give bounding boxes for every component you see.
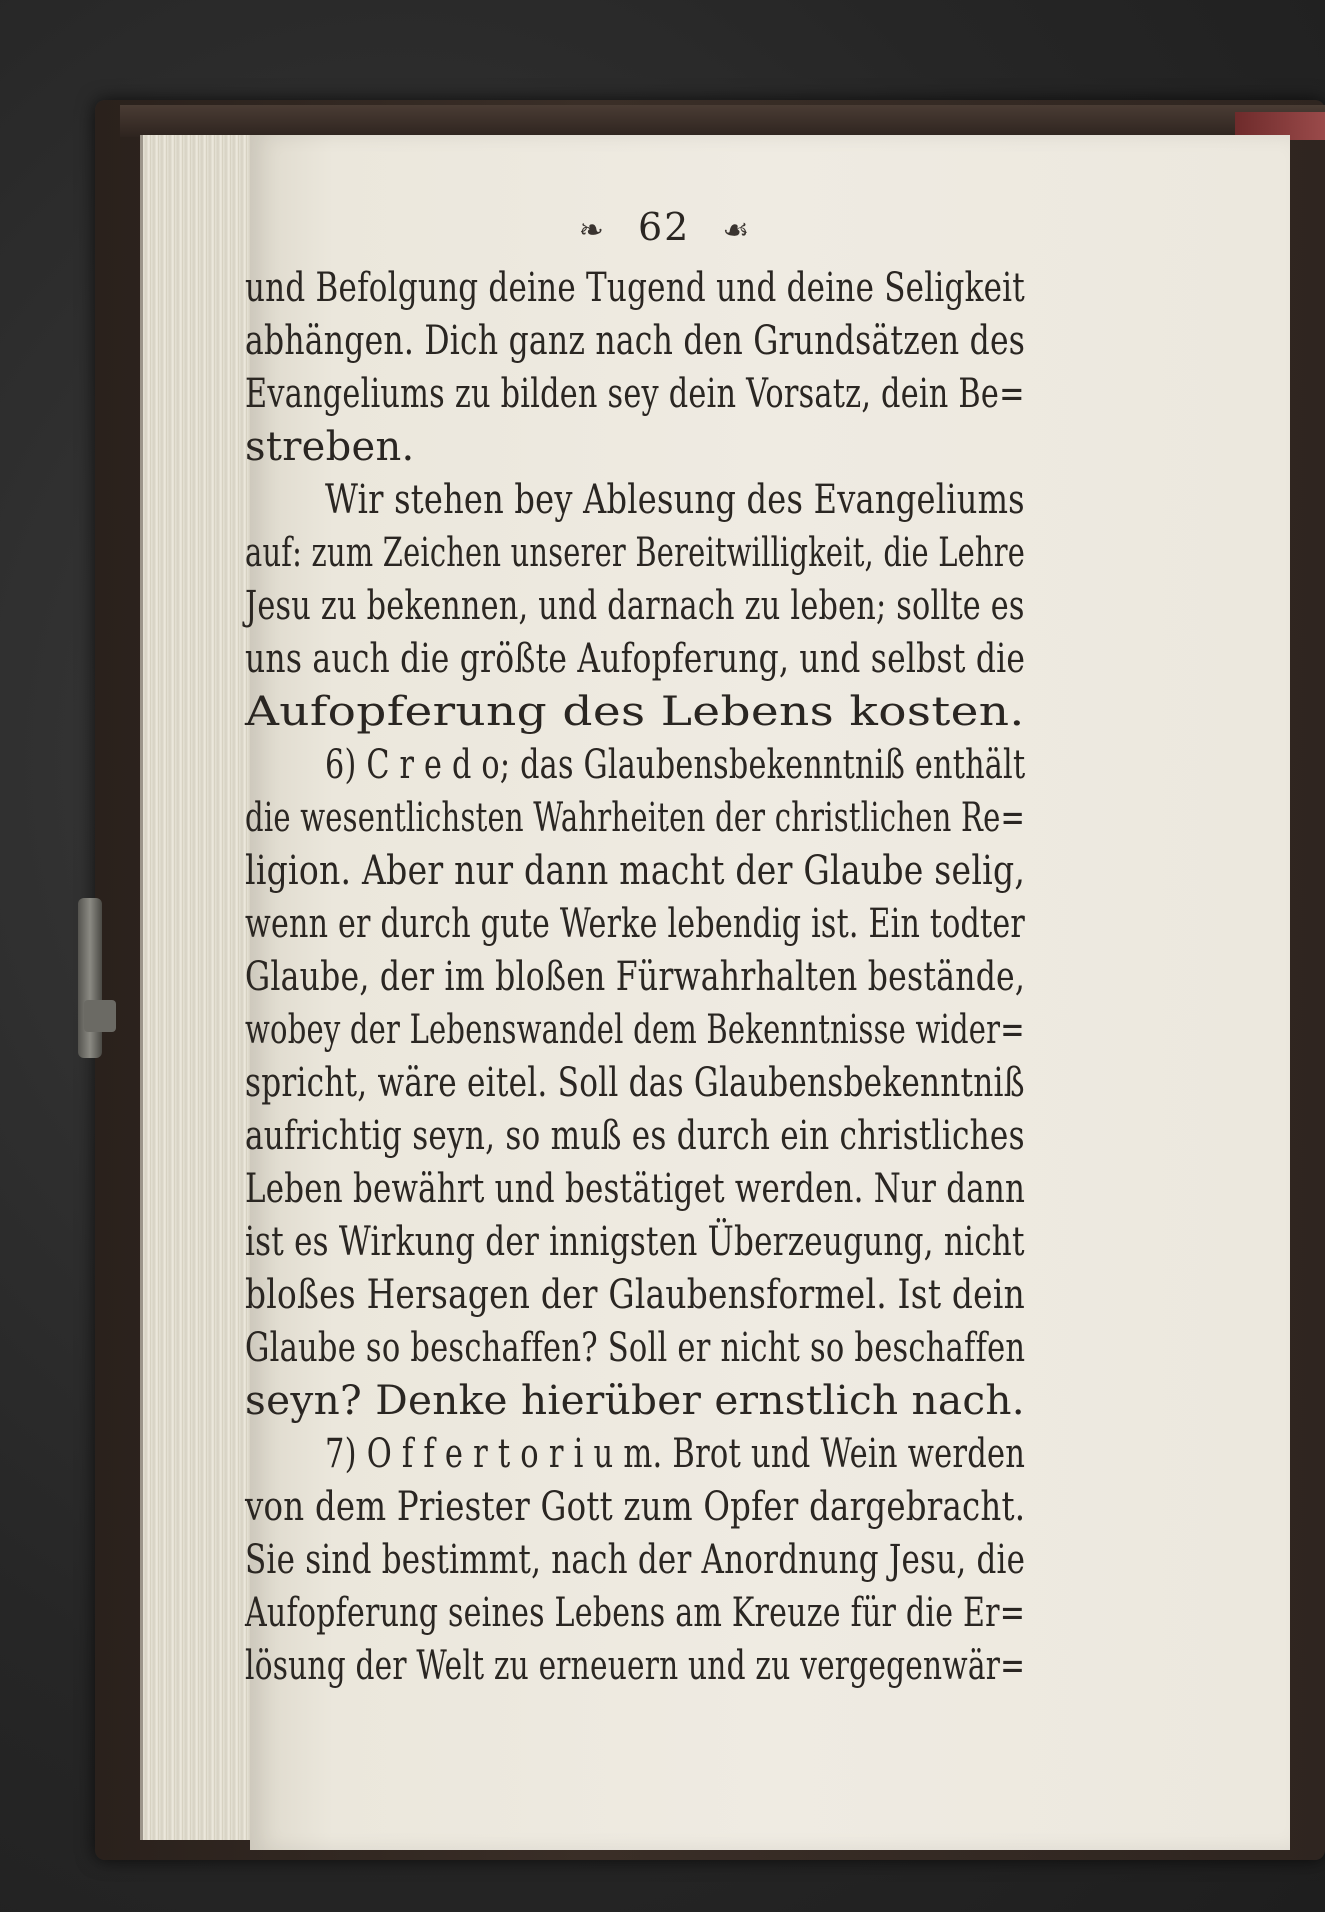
ornament-left-icon: ❧ <box>578 213 606 248</box>
book-cover-top-edge <box>120 105 1325 137</box>
page-header <box>110 205 1220 249</box>
text-line: bloßes Hersagen der Glaubensformel. Ist dein <box>245 1272 1025 1318</box>
text-line: abhängen. Dich ganz nach den Grundsätzen des <box>245 318 1026 364</box>
clasp-icon <box>78 898 102 1058</box>
text-line: von dem Priester Gott zum Opfer dargebracht. <box>245 1484 1026 1530</box>
text-line: streben. <box>245 424 415 470</box>
text-line: Leben bewährt und bestätiget werden. Nur dann <box>245 1166 1026 1212</box>
clasp-knob-icon <box>84 1000 116 1032</box>
text-line: ligion. Aber nur dann macht der Glaube selig, <box>245 848 1026 894</box>
text-line: uns auch die größte Aufopferung, und selbst die <box>245 636 1026 682</box>
text-line: ist es Wirkung der innigsten Überzeugung, nicht <box>245 1219 1025 1265</box>
text-line: Glaube so beschaffen? Soll er nicht so beschaffen <box>245 1325 1026 1371</box>
text-line: aufrichtig seyn, so muß es durch ein christliches <box>245 1113 1025 1159</box>
text-line: 7) O f f e r t o r i u m. Brot und Wein werden <box>325 1431 1026 1477</box>
ornament-right-icon: ☙ <box>722 213 752 248</box>
text-line: und Befolgung deine Tugend und deine Seligkeit <box>245 265 1025 311</box>
text-line: 6) C r e d o; das Glaubensbekenntniß enthält <box>325 742 1026 788</box>
page-content <box>245 205 1325 1689</box>
text-line: Aufopferung seines Lebens am Kreuze für die Er= <box>245 1590 1026 1636</box>
text-line: wobey der Lebenswandel dem Bekenntnisse wider= <box>245 1007 1025 1053</box>
text-line: Jesu zu bekennen, und darnach zu leben; sollte es <box>245 583 1025 629</box>
text-line: Sie sind bestimmt, nach der Anordnung Jesu, die <box>245 1537 1026 1583</box>
text-line: wenn er durch gute Werke lebendig ist. Ein todter <box>245 901 1026 947</box>
text-line: Aufopferung des Lebens kosten. <box>245 689 1025 735</box>
text-line: lösung der Welt zu erneuern und zu vergegenwär= <box>245 1643 1026 1689</box>
page-number: 62 <box>637 205 691 249</box>
text-line: spricht, wäre eitel. Soll das Glaubensbekenntniß <box>245 1060 1025 1106</box>
text-line: auf: zum Zeichen unserer Bereitwilligkeit, die Lehre <box>245 530 1026 576</box>
page-edges <box>140 135 258 1840</box>
text-line: Wir stehen bey Ablesung des Evangeliums <box>325 477 1025 523</box>
text-line: seyn? Denke hierüber ernstlich nach. <box>245 1378 1025 1424</box>
book-page <box>245 135 1290 1850</box>
text-line: die wesentlichsten Wahrheiten der christlichen Re= <box>245 795 1026 841</box>
text-line: Glaube, der im bloßen Fürwahrhalten bestände, <box>245 954 1026 1000</box>
text-line: Evangeliums zu bilden sey dein Vorsatz, dein Be= <box>245 371 1025 417</box>
